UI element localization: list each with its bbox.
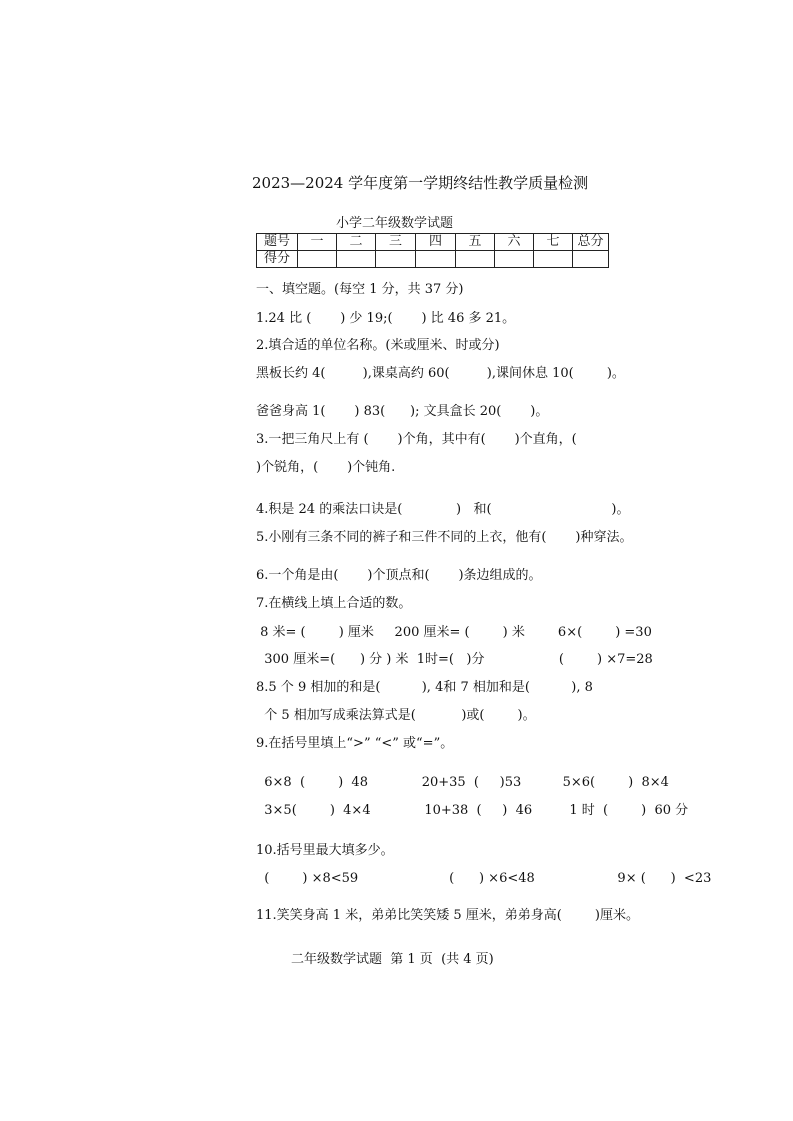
score-cell[interactable] (337, 251, 376, 268)
question-9: 9.在括号里填上“>” “<” 或“=”。 (256, 736, 454, 751)
score-table-header-cell: 题号 (257, 234, 298, 251)
score-cell[interactable] (573, 251, 609, 268)
score-table-header-cell: 总分 (573, 234, 609, 251)
question-4: 4.积是 24 的乘法口诀是( ) 和( )。 (256, 502, 630, 517)
score-table-header-cell: 一 (298, 234, 337, 251)
score-table (256, 233, 609, 268)
question-9-line-b: 3×5( ) 4×4 10+38 ( ) 46 1 时 ( ) 60 分 (256, 803, 689, 818)
score-cell[interactable] (495, 251, 534, 268)
score-table-header-cell: 七 (534, 234, 573, 251)
question-10-line-a: ( ) ×8<59 ( ) ×6<48 9× ( ) <23 (256, 871, 712, 886)
question-9-line-a: 6×8 ( ) 48 20+35 ( )53 5×6( ) 8×4 (256, 775, 669, 790)
score-table-header-cell: 四 (416, 234, 456, 251)
section-heading: 一、填空题。(每空 1 分，共 37 分) (256, 282, 464, 297)
question-3-line-b: )个锐角，( )个钝角. (256, 460, 396, 475)
question-11: 11.笑笑身高 1 米，弟弟比笑笑矮 5 厘米，弟弟身高( )厘米。 (256, 908, 639, 923)
page-title: 2023—2024 学年度第一学期终结性教学质量检测 (252, 174, 589, 192)
question-5: 5.小刚有三条不同的裤子和三件不同的上衣，他有( )种穿法。 (256, 530, 633, 545)
score-cell[interactable] (298, 251, 337, 268)
score-cell[interactable] (376, 251, 416, 268)
question-10: 10.括号里最大填多少。 (256, 843, 394, 858)
question-2-line-a: 黑板长约 4( ),课桌高约 60( ),课间休息 10( )。 (256, 366, 625, 381)
question-6: 6.一个角是由( )个顶点和( )条边组成的。 (256, 568, 542, 583)
question-2-line-b: 爸爸身高 1( ) 83( ); 文具盒长 20( )。 (256, 404, 549, 419)
question-7-line-a: 8 米= ( ) 厘米 200 厘米= ( ) 米 6×( ) =30 (256, 625, 652, 640)
score-table-header-cell: 六 (495, 234, 534, 251)
score-table-header-cell: 五 (456, 234, 495, 251)
score-cell[interactable] (534, 251, 573, 268)
question-7: 7.在横线上填上合适的数。 (256, 596, 412, 611)
question-8-line-a: 8.5 个 9 相加的和是( ), 4和 7 相加和是( ), 8 (256, 680, 593, 695)
score-table-score-row (257, 251, 609, 268)
score-table-header-cell: 二 (337, 234, 376, 251)
score-cell[interactable] (456, 251, 495, 268)
score-table-header-row (257, 234, 609, 251)
score-table-header-cell: 三 (376, 234, 416, 251)
page-subtitle: 小学二年级数学试题 (336, 216, 454, 231)
question-8-line-b: 个 5 相加写成乘法算式是( )或( )。 (256, 708, 536, 723)
question-1: 1.24 比 ( ) 少 19;( ) 比 46 多 21。 (256, 311, 516, 326)
question-7-line-b: 300 厘米=( ) 分 ) 米 1时=( )分 ( ) ×7=28 (256, 652, 653, 667)
question-2: 2.填合适的单位名称。(米或厘米、时或分) (256, 338, 500, 353)
score-cell[interactable] (416, 251, 456, 268)
question-3-line-a: 3.一把三角尺上有 ( )个角，其中有( )个直角，( (256, 432, 577, 447)
page-footer: 二年级数学试题 第 1 页 (共 4 页) (291, 952, 494, 967)
score-row-label: 得分 (257, 251, 298, 268)
